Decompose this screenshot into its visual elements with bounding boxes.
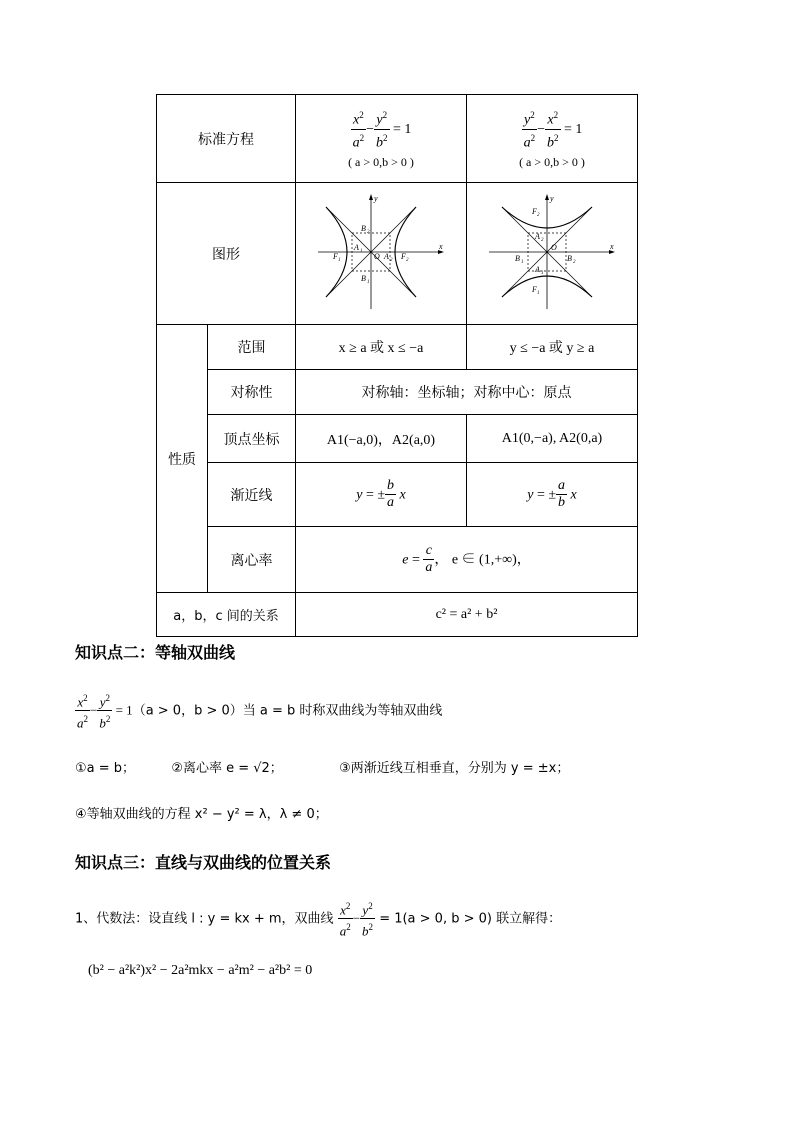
- section2-equation: $\frac{x^2}{a^2}$ − $\frac{y^2}{b^2}$ = 1（a > 0，b > 0）当 a = b 时称双曲线为等轴双曲线: [75, 690, 442, 732]
- svg-text:2: 2: [537, 212, 540, 218]
- graph-label: 图形: [157, 183, 296, 325]
- svg-text:1: 1: [521, 259, 524, 265]
- svg-text:2: 2: [390, 257, 393, 263]
- range-x: x ≥ a 或 x ≤ −a: [296, 325, 467, 370]
- svg-text:y: y: [374, 193, 378, 203]
- std-eq-y-cond: ( a > 0,b > 0 ): [519, 155, 585, 170]
- svg-text:1: 1: [541, 270, 544, 276]
- std-eq-label: 标准方程: [157, 95, 296, 183]
- svg-text:1: 1: [338, 257, 341, 263]
- item3: ③两渐近线互相垂直，分别为 y = ±x；: [339, 761, 570, 776]
- symmetry-label: 对称性: [208, 370, 296, 415]
- section2-title: 知识点二：等轴双曲线: [75, 643, 236, 662]
- item2: ②离心率 e = √2；: [171, 761, 283, 776]
- item4: ④等轴双曲线的方程 x² − y² = λ，λ ≠ 0；: [75, 807, 328, 822]
- ecc-range: e ∈ (1,+∞)，: [451, 552, 531, 568]
- std-eq-x: $\frac{x^2}{a^2}$ − $\frac{y^2}{b^2}$ = 1 ( a > 0,b > 0 ): [296, 95, 467, 183]
- svg-text:F: F: [333, 251, 338, 261]
- svg-text:A: A: [535, 231, 540, 241]
- symmetry-value: 对称轴：坐标轴；对称中心：原点: [296, 370, 638, 415]
- props-label: 性质: [157, 325, 208, 593]
- svg-text:1: 1: [360, 248, 363, 254]
- svg-text:O: O: [551, 242, 557, 252]
- abc-value: c² = a² + b²: [296, 593, 638, 637]
- svg-text:F: F: [532, 206, 537, 216]
- svg-text:2: 2: [541, 237, 544, 243]
- hyperbola-y-figure: [487, 193, 617, 311]
- std-eq-y: $\frac{y^2}{a^2}$ − $\frac{x^2}{b^2}$ = 1 ( a > 0,b > 0 ): [467, 95, 638, 183]
- hyperbola-properties-table: [156, 94, 638, 637]
- range-y: y ≤ −a 或 y ≥ a: [467, 325, 638, 370]
- section3-title: 知识点三：直线与双曲线的位置关系: [75, 853, 332, 872]
- asym-x: y = ± $\frac{b}{a}$ x: [296, 463, 467, 527]
- vertex-x: A1(−a,0)，A2(a,0): [296, 415, 467, 463]
- ecc-label: 离心率: [208, 527, 296, 593]
- svg-text:O: O: [374, 251, 380, 261]
- svg-text:F: F: [401, 251, 406, 261]
- svg-text:B: B: [361, 223, 366, 233]
- svg-text:B: B: [515, 253, 520, 263]
- svg-text:y: y: [550, 193, 554, 203]
- item1: ①a = b；: [75, 761, 136, 776]
- svg-text:F: F: [532, 284, 537, 294]
- svg-text:x: x: [610, 241, 614, 251]
- ecc-value: e = $\frac{c}{a}$ ， e ∈ (1,+∞)，: [296, 527, 638, 593]
- asym-y: y = ± $\frac{a}{b}$ x: [467, 463, 638, 527]
- graph-x-hyperbola: [296, 183, 467, 325]
- svg-text:x: x: [439, 241, 443, 251]
- range-label: 范围: [208, 325, 296, 370]
- svg-text:A: A: [354, 242, 359, 252]
- svg-text:2: 2: [406, 257, 409, 263]
- abc-label: a，b，c 间的关系: [157, 593, 296, 637]
- svg-text:1: 1: [537, 290, 540, 296]
- asym-label: 渐近线: [208, 463, 296, 527]
- vertex-label: 顶点坐标: [208, 415, 296, 463]
- svg-text:2: 2: [367, 229, 370, 235]
- section3-equation: (b² − a²k²)x² − 2a²mkx − a²m² − a²b² = 0: [88, 963, 313, 978]
- line1-prefix: 1、代数法：设直线 l : y = kx + m，双曲线: [75, 911, 334, 927]
- svg-text:2: 2: [573, 259, 576, 265]
- section3-line1: 1、代数法：设直线 l : y = kx + m，双曲线 $\frac{x^2}{a^2}$ − $\frac{y^2}{b^2}$ = 1(a > 0, b > 0) 联立解得：: [75, 898, 561, 940]
- svg-text:A: A: [535, 264, 540, 274]
- vertex-y: A1(0,−a), A2(0,a): [467, 415, 638, 463]
- svg-text:A: A: [384, 251, 389, 261]
- svg-text:B: B: [567, 253, 572, 263]
- section2-cond: （a > 0，b > 0）当 a = b 时称双曲线为等轴双曲线: [132, 703, 443, 719]
- graph-y-hyperbola: [467, 183, 638, 325]
- svg-text:B: B: [361, 273, 366, 283]
- line1-suffix: = 1(a > 0, b > 0) 联立解得：: [379, 911, 562, 927]
- std-eq-x-cond: ( a > 0,b > 0 ): [348, 155, 414, 170]
- hyperbola-x-figure: [316, 193, 446, 311]
- svg-text:1: 1: [367, 279, 370, 285]
- section2-items: [75, 757, 569, 776]
